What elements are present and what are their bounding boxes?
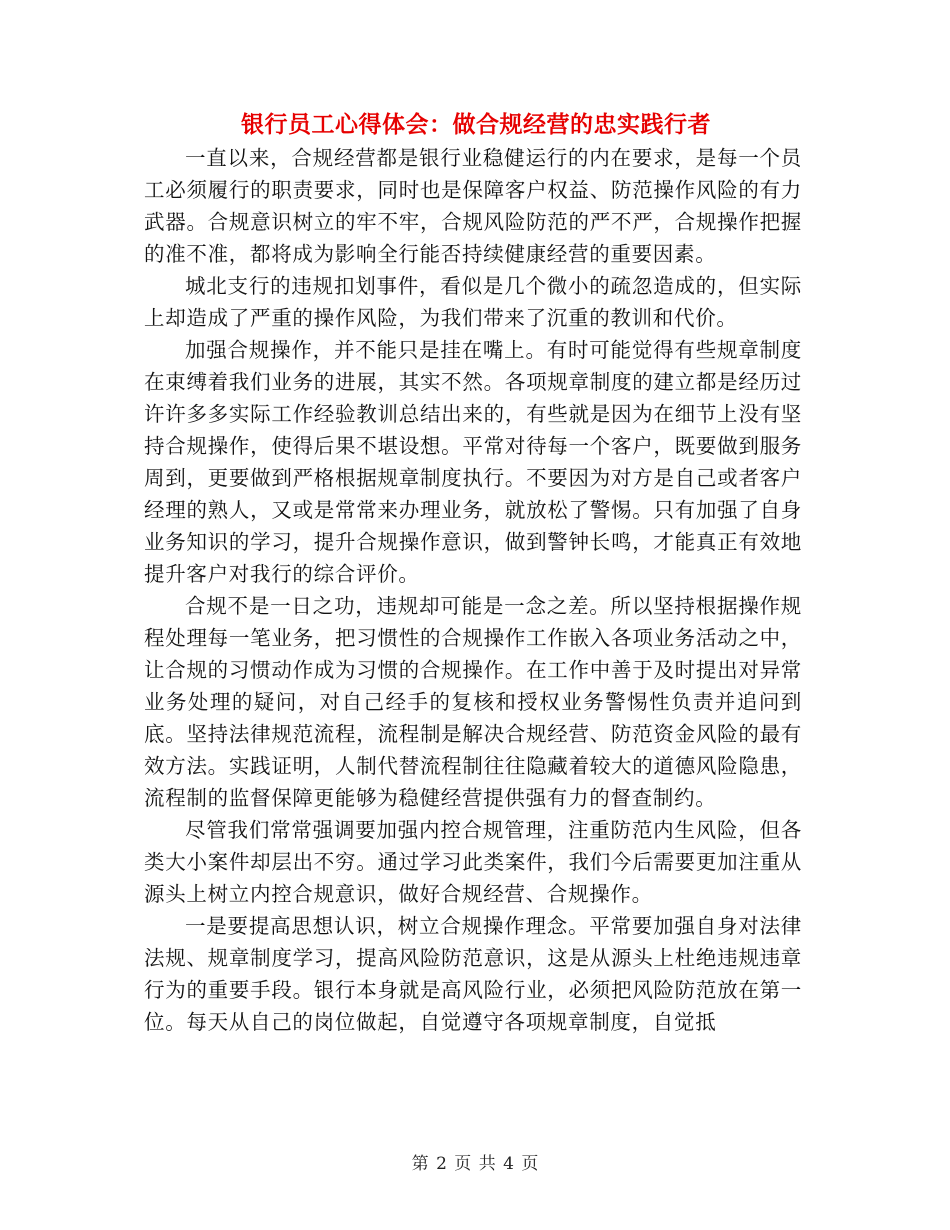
- footer-total-word: 共: [478, 1154, 496, 1174]
- paragraph-6: 一是要提高思想认识，树立合规操作理念。平常要加强自身对法律法规、规章制度学习，提高风险防范意识，这是从源头上杜绝违规违章行为的重要手段。银行本身就是高风险行业，必须把风险防范放在第一位。每天从自己的岗位做起，自觉遵守各项规章制度，自觉抵: [144, 914, 802, 1034]
- paragraph-5: 尽管我们常常强调要加强内控合规管理，注重防范内生风险，但各类大小案件却层出不穷。通过学习此类案件，我们今后需要更加注重从源头上树立内控合规意识，做好合规经营、合规操作。: [144, 818, 802, 906]
- footer-page-word: 页: [454, 1154, 472, 1174]
- paragraph-1: 一直以来，合规经营都是银行业稳健运行的内在要求，是每一个员工必须履行的职责要求，同时也是保障客户权益、防范操作风险的有力武器。合规意识树立的牢不牢，合规风险防范的严不严，合规操作把握的准不准，都将成为影响全行能否持续健康经营的重要因素。: [144, 146, 802, 266]
- footer-suffix: 页: [521, 1154, 539, 1174]
- total-pages-number: 4: [503, 1154, 514, 1174]
- document-title: 银行员工心得体会：做合规经营的忠实践行者: [241, 111, 711, 138]
- document-body: [144, 108, 802, 1038]
- footer-prefix: 第: [411, 1154, 429, 1174]
- page-footer: [0, 1152, 950, 1176]
- paragraph-2: 城北支行的违规扣划事件，看似是几个微小的疏忽造成的，但实际上却造成了严重的操作风险，为我们带来了沉重的教训和代价。: [144, 274, 802, 330]
- paragraph-3: 加强合规操作，并不能只是挂在嘴上。有时可能觉得有些规章制度在束缚着我们业务的进展，其实不然。各项规章制度的建立都是经历过许许多多实际工作经验教训总结出来的，有些就是因为在细节上没有坚持合规操作，使得后果不堪设想。平常对待每一个客户，既要做到服务周到，更要做到严格根据规章制度执行。不要因为对方是自己或者客户经理的熟人，又或是常常来办理业务，就放松了警惕。只有加强了自身业务知识的学习，提升合规操作意识，做到警钟长鸣，才能真正有效地提升客户对我行的综合评价。: [144, 338, 802, 586]
- paragraph-4: 合规不是一日之功，违规却可能是一念之差。所以坚持根据操作规程处理每一笔业务，把习惯性的合规操作工作嵌入各项业务活动之中，让合规的习惯动作成为习惯的合规操作。在工作中善于及时提出对异常业务处理的疑问，对自己经手的复核和授权业务警惕性负责并追问到底。坚持法律规范流程，流程制是解决合规经营、防范资金风险的最有效方法。实践证明，人制代替流程制往往隐藏着较大的道德风险隐患，流程制的监督保障更能够为稳健经营提供强有力的督查制约。: [144, 594, 802, 810]
- current-page-number: 2: [436, 1154, 447, 1174]
